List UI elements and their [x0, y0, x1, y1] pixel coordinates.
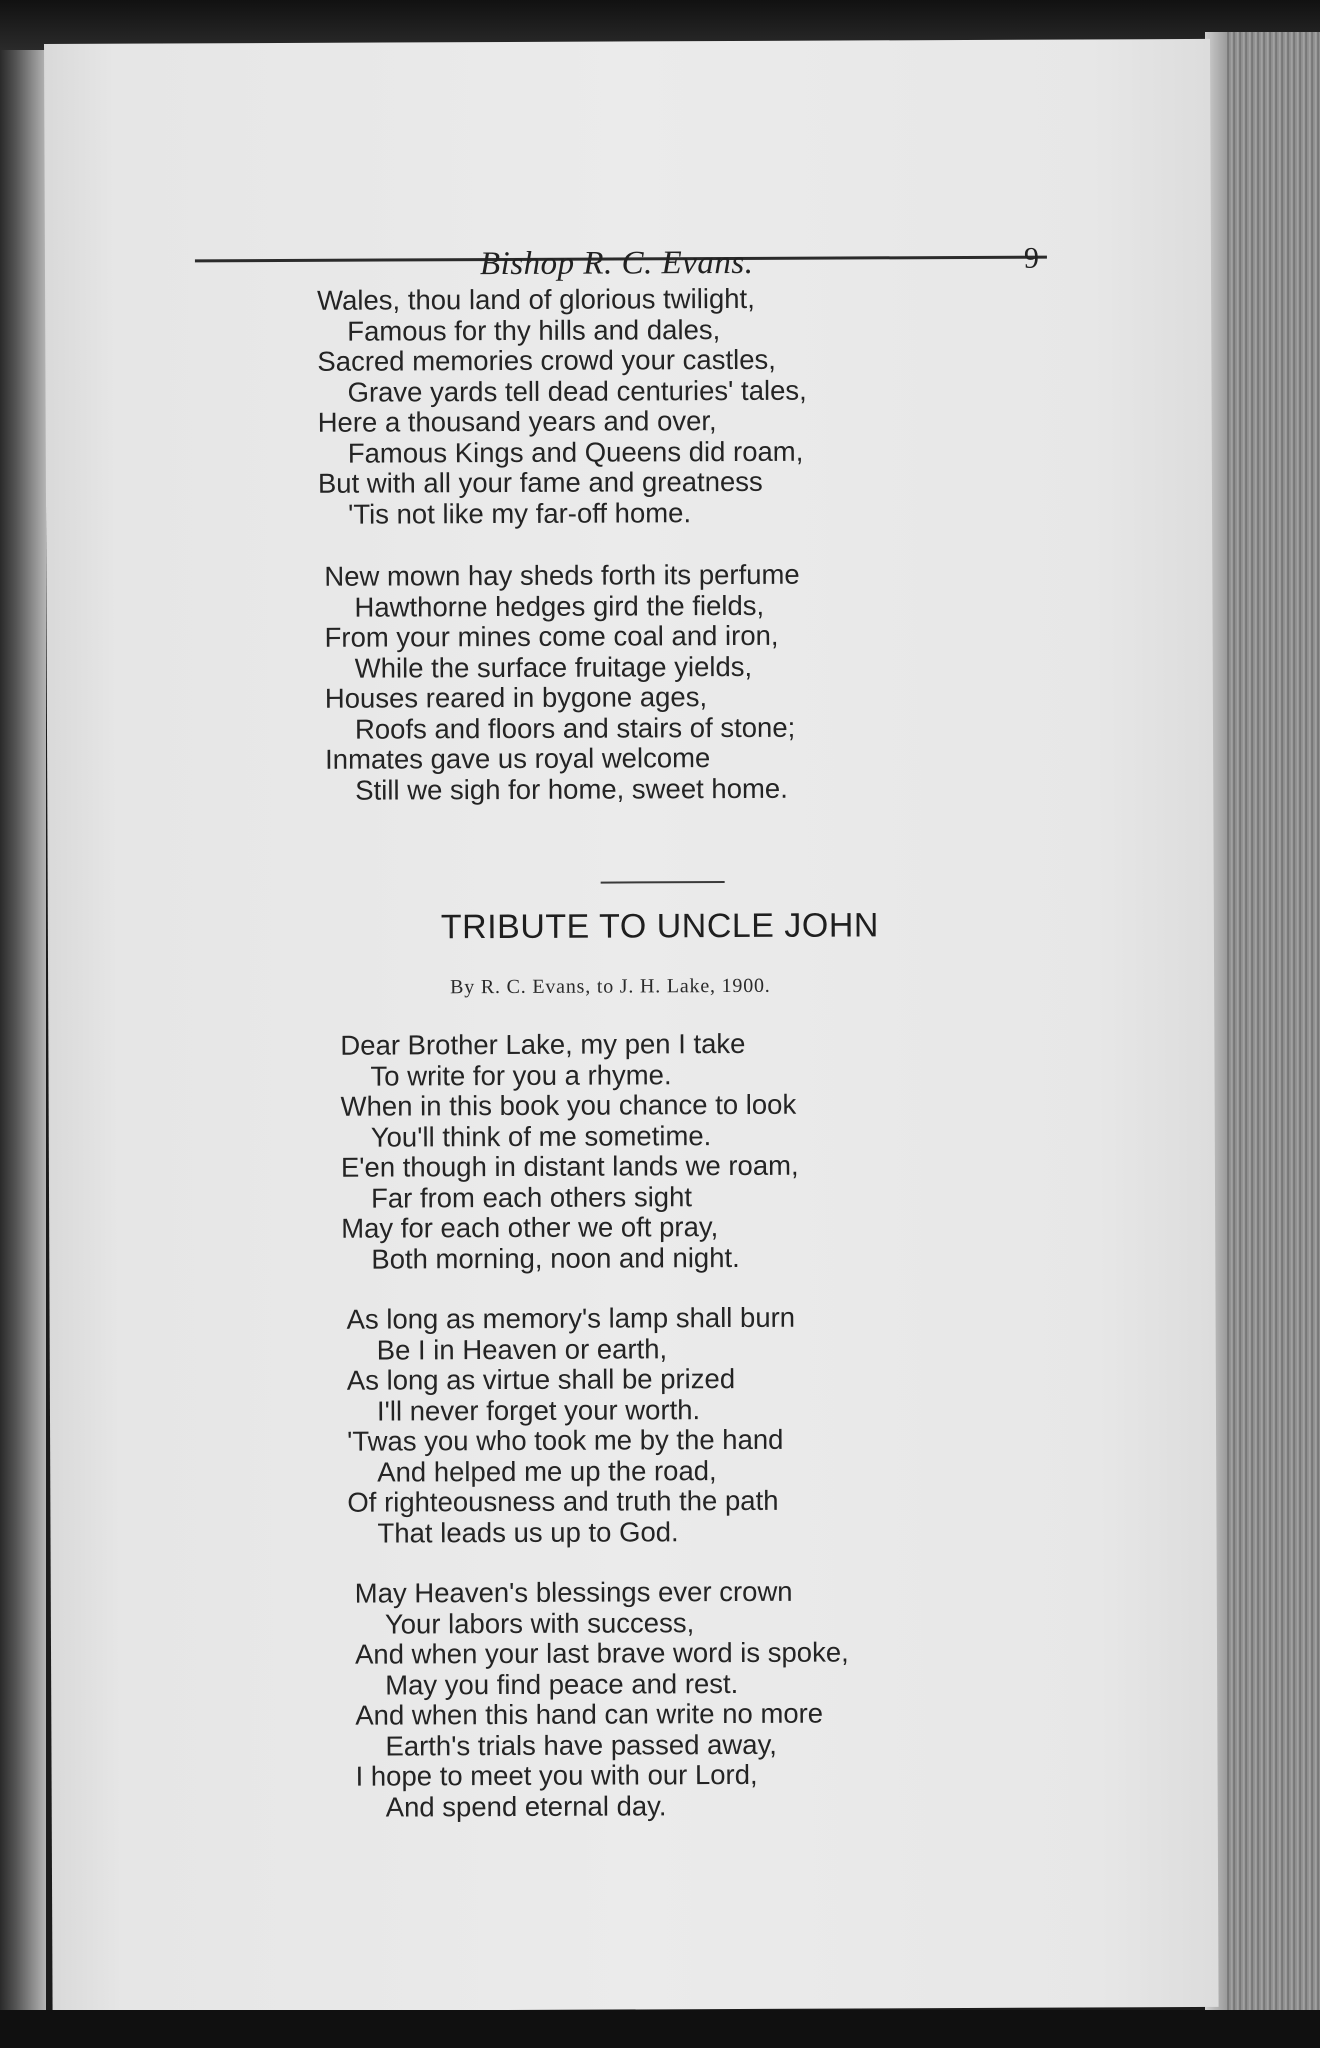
verse-line: Of righteousness and truth the path [347, 1484, 779, 1518]
verse-line: New mown hay sheds forth its perfume [324, 558, 800, 592]
poem-title: TRIBUTE TO UNCLE JOHN [440, 906, 880, 947]
verse-line: As long as virtue shall be prized [346, 1362, 736, 1396]
verse-line: Famous Kings and Queens did roam, [347, 435, 804, 469]
verse-line: And spend eternal day. [385, 1789, 667, 1823]
verse-line: Grave yards tell dead centuries' tales, [347, 374, 807, 408]
verse-line: Roofs and floors and stairs of stone; [354, 711, 796, 745]
poem1-stanza-1 [317, 284, 807, 530]
verse-line: Inmates gave us royal welcome [325, 742, 711, 775]
poem2-stanza-3 [355, 1577, 850, 1823]
page-number: 9 [1023, 241, 1040, 275]
verse-line: Earth's trials have passed away, [385, 1728, 777, 1762]
book-page [44, 39, 1219, 2012]
verse-line: May Heaven's blessings ever crown [354, 1575, 793, 1609]
verse-line: While the surface fruitage yields, [354, 650, 753, 684]
book-gutter [0, 50, 46, 2015]
verse-line: Sacred memories crowd your castles, [317, 343, 776, 377]
verse-line: Far from each others sight [370, 1180, 693, 1214]
verse-line: Wales, thou land of glorious twilight, [317, 282, 755, 316]
page-header [195, 198, 1047, 283]
verse-line: From your mines come coal and iron, [324, 619, 779, 653]
verse-line: Your labors with success, [384, 1606, 695, 1640]
verse-line: But with all your fame and greatness [317, 465, 763, 499]
verse-line: You'll think of me sometime. [370, 1119, 712, 1153]
verse-line: As long as memory's lamp shall burn [346, 1301, 796, 1335]
page-block-edges [1212, 32, 1320, 2017]
verse-line: May for each other we oft pray, [341, 1211, 719, 1244]
poem2-stanza-1 [340, 1029, 799, 1275]
verse-line: Famous for thy hills and dales, [347, 313, 721, 347]
verse-line: Both morning, noon and night. [371, 1241, 740, 1275]
verse-line: And helped me up the road, [377, 1454, 717, 1488]
poem2-stanza-2 [347, 1303, 797, 1549]
verse-line: When in this book you chance to look [340, 1088, 797, 1122]
poem1-stanza-2 [324, 560, 800, 806]
verse-line: That leads us up to God. [377, 1515, 679, 1549]
verse-line: Be I in Heaven or earth, [376, 1332, 668, 1366]
verse-line: Still we sigh for home, sweet home. [355, 772, 788, 806]
verse-line: I hope to meet you with our Lord, [355, 1758, 758, 1792]
poem-byline: By R. C. Evans, to J. H. Lake, 1900. [450, 974, 771, 999]
running-head: Bishop R. C. Evans. [479, 244, 754, 283]
verse-line: And when your last brave word is spoke, [354, 1636, 849, 1670]
verse-line: Here a thousand years and over, [317, 405, 717, 438]
verse-line: And when this hand can write no more [355, 1697, 824, 1731]
verse-line: 'Tis not like my far-off home. [347, 496, 692, 530]
verse-line: I'll never forget your worth. [376, 1393, 701, 1427]
verse-line: To write for you a rhyme. [370, 1058, 672, 1092]
verse-line: Hawthorne hedges gird the fields, [354, 589, 765, 623]
verse-line: Houses reared in bygone ages, [324, 681, 708, 714]
verse-line: Dear Brother Lake, my pen I take [340, 1027, 746, 1061]
verse-line: 'Twas you who took me by the hand [347, 1423, 784, 1457]
verse-line: E'en though in distant lands we roam, [340, 1149, 799, 1183]
verse-line: May you find peace and rest. [385, 1667, 739, 1701]
section-divider [601, 881, 725, 884]
scan-border-bottom [0, 2010, 1320, 2048]
